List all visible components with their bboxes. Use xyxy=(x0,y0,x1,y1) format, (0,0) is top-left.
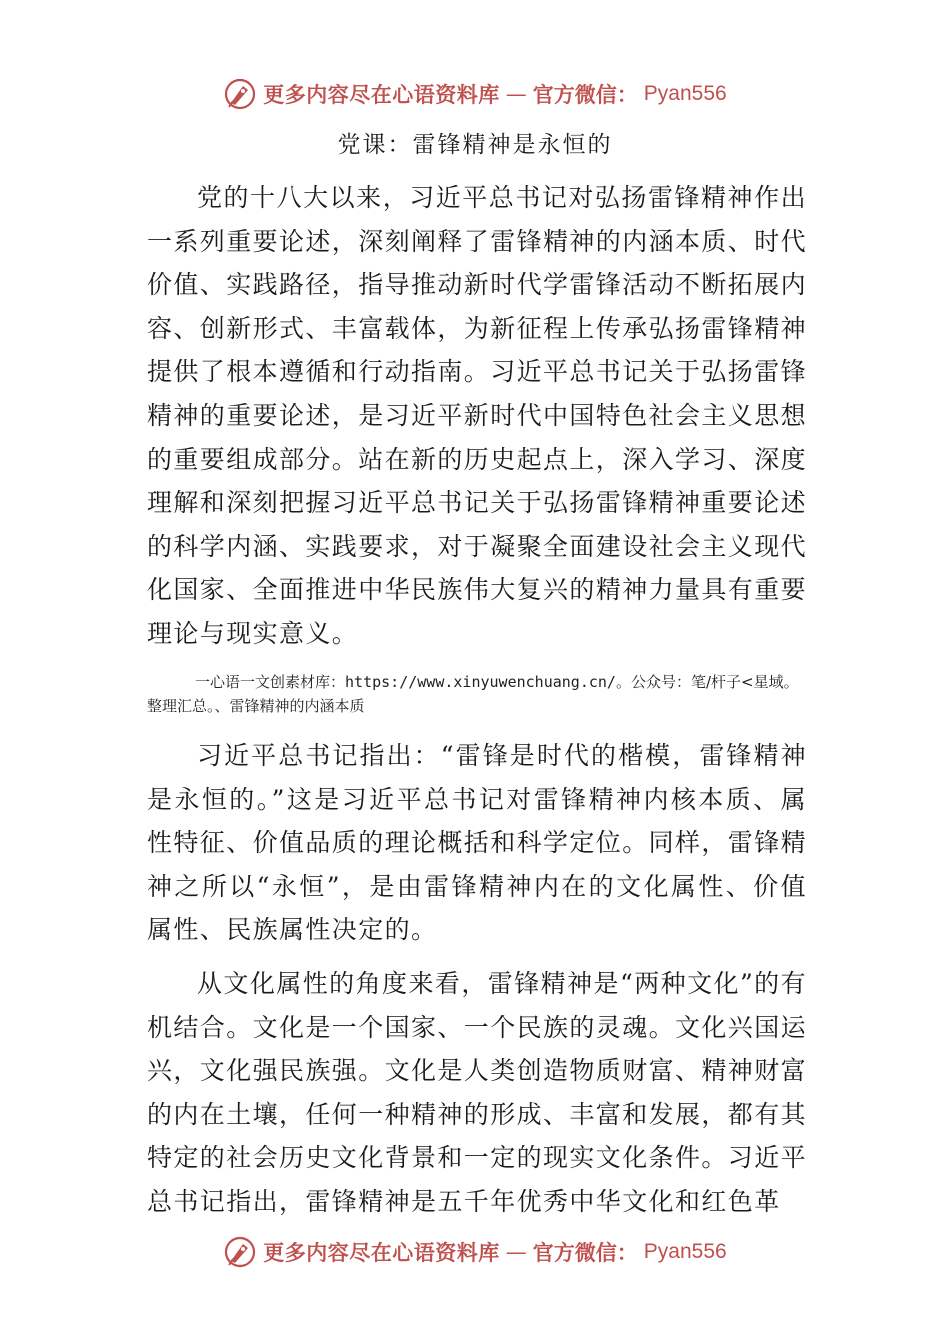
banner-dash: — xyxy=(505,1240,527,1264)
paragraph-1-container xyxy=(147,176,807,656)
pen-nib-logo-icon xyxy=(223,77,257,111)
paragraph-3: 从文化属性的角度来看，雷锋精神是“两种文化”的有机结合。文化是一个国家、一个民族的灵魂。文化兴国运兴，文化强民族强。文化是人类创造物质财富、精神财富的内在土壤，任何一种精神的形成、丰富和发展，都有其特定的社会历史文化背景和一定的现实文化条件。习近平总书记指出，雷锋精神是五千年优秀中华文化和红色革 xyxy=(147,969,808,1216)
source-note xyxy=(147,670,807,718)
banner-wechat-id: Pyan556 xyxy=(643,1240,727,1263)
banner-wechat-label: 官方微信： xyxy=(532,83,638,107)
source-note-container xyxy=(147,670,807,718)
header-banner xyxy=(0,74,950,114)
paragraph-2: 习近平总书记指出：“雷锋是时代的楷模，雷锋精神是永恒的。”这是习近平总书记对雷锋精神内核本质、属性特征、价值品质的理论概括和科学定位。同样，雷锋精神之所以“永恒”，是由雷锋精神内在的文化属性、价值属性、民族属性决定的。 xyxy=(147,741,808,945)
source-note-suffix: 。公众号：笔/杆子<星域。整理汇总。、雷锋精神的内涵本质 xyxy=(147,673,799,715)
paragraph-1: 党的十八大以来，习近平总书记对弘扬雷锋精神作出一系列重要论述，深刻阐释了雷锋精神的内涵本质、时代价值、实践路径，指导推动新时代学雷锋活动不断拓展内容、创新形式、丰富载体，为新征程上传承弘扬雷锋精神提供了根本遵循和行动指南。习近平总书记关于弘扬雷锋精神的重要论述，是习近平新时代中国特色社会主义思想的重要组成部分。站在新的历史起点上，深入学习、深度理解和深刻把握习近平总书记关于弘扬雷锋精神重要论述的科学内涵、实践要求，对于凝聚全面建设社会主义现代化国家、全面推进中华民族伟大复兴的精神力量具有重要理论与现实意义。 xyxy=(147,183,808,648)
source-note-prefix: 一心语一文创素材库： xyxy=(195,673,346,691)
paragraph-3-container xyxy=(147,962,807,1224)
banner-wechat-id: Pyan556 xyxy=(643,82,727,105)
banner-dash: — xyxy=(505,82,527,106)
source-note-url: https://www.xinyuwenchuang.cn/ xyxy=(345,673,616,691)
banner-wechat-label: 官方微信： xyxy=(532,1241,638,1265)
banner-text: 更多内容尽在心语资料库 xyxy=(263,1241,500,1265)
pen-nib-logo-icon xyxy=(223,1235,257,1269)
page-title: 党课：雷锋精神是永恒的 xyxy=(337,132,613,158)
banner-text: 更多内容尽在心语资料库 xyxy=(263,83,500,107)
paragraph-2-container xyxy=(147,734,807,952)
footer-banner xyxy=(0,1232,950,1272)
